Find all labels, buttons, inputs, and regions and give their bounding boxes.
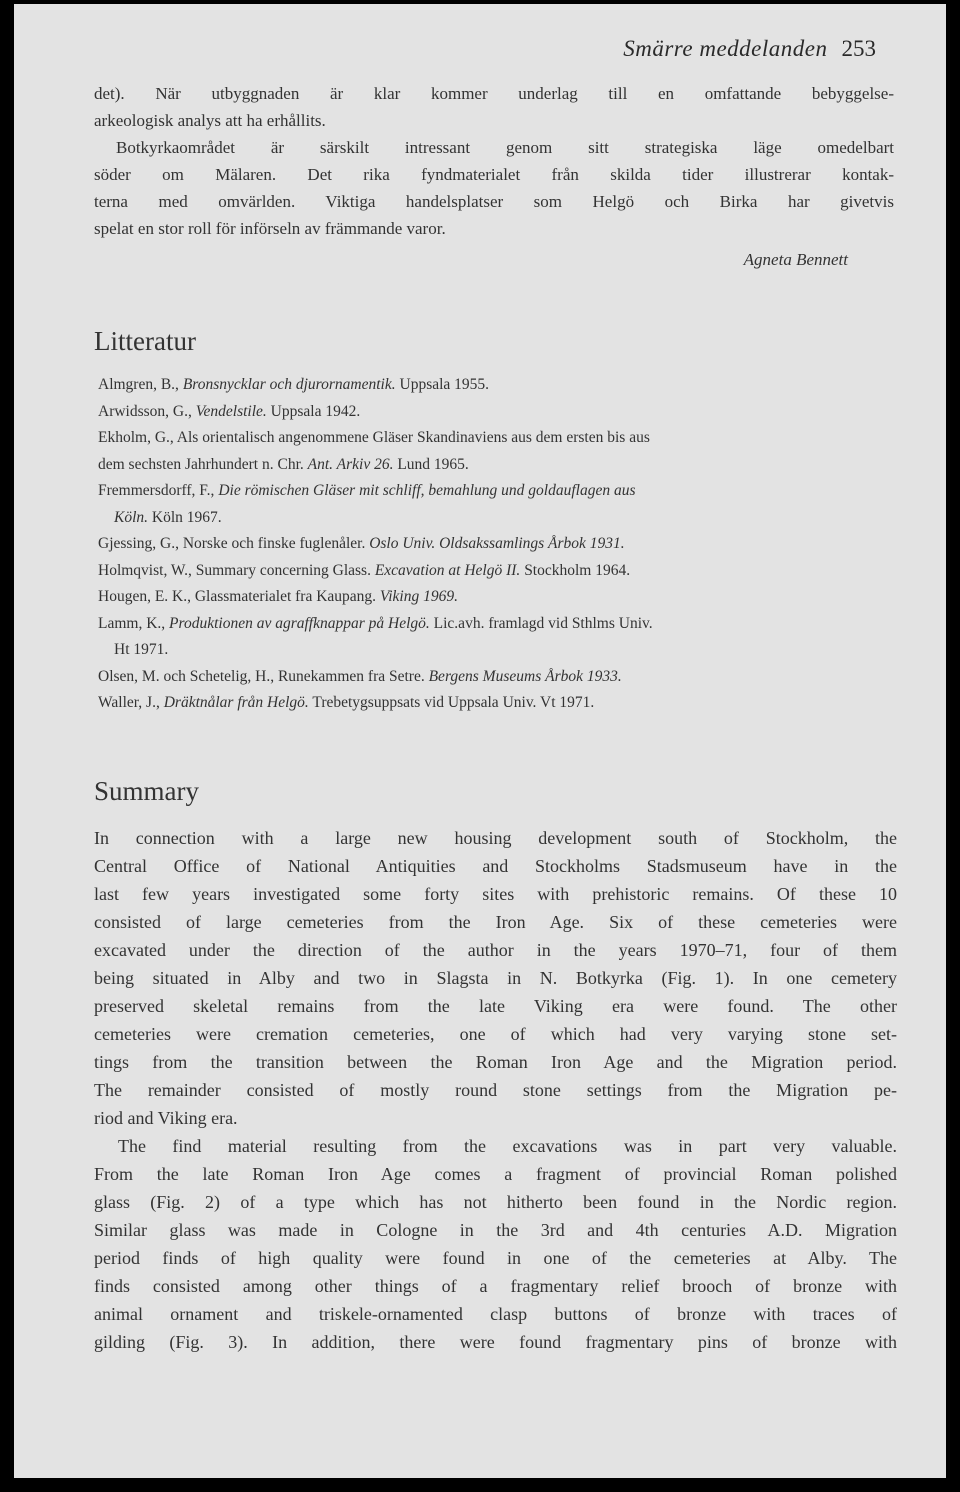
text-line: preserved skeletal remains from the late Viking era were found. The other: [94, 996, 897, 1016]
page-number: 253: [841, 36, 876, 61]
text-line: period finds of high quality were found in one of the cemeteries at Alby. The: [94, 1248, 897, 1268]
reference-item: Ekholm, G., Als orientalisch angenommene Gläser Skandinaviens aus dem ersten bis aus dem sechsten Jahrhundert n. Chr. Ant. Arkiv 26. Lund 1965.: [98, 429, 650, 473]
reference-list: [98, 372, 898, 717]
text-line: Botkyrkaområdet är särskilt intressant genom sitt strategiska läge omedelbart: [116, 138, 894, 157]
reference-item: Waller, J., Dräktnålar från Helgö. Trebetygsuppsats vid Uppsala Univ. Vt 1971.: [98, 694, 595, 711]
reference-item: Arwidsson, G., Vendelstile. Uppsala 1942.: [98, 402, 361, 420]
body-paragraph: [94, 134, 894, 242]
summary-paragraph: [94, 1132, 897, 1356]
document-page: [14, 4, 946, 1478]
text-line: riod and Viking era.: [94, 1108, 238, 1128]
text-line: det). När utbyggnaden är klar kommer underlag till en omfattande bebyggelse-: [94, 84, 894, 103]
author-signature: Agneta Bennett: [743, 250, 848, 269]
text-line: Similar glass was made in Cologne in the 3rd and 4th centuries A.D. Migration: [94, 1220, 897, 1240]
text-line: tings from the transition between the Roman Iron Age and the Migration period.: [94, 1052, 897, 1072]
text-line: last few years investigated some forty sites with prehistoric remains. Of these 10: [94, 884, 897, 904]
text-line: finds consisted among other things of a fragmentary relief brooch of bronze with: [94, 1276, 897, 1296]
section-heading-summary: Summary: [94, 776, 199, 806]
text-line: being situated in Alby and two in Slagsta in N. Botkyrka (Fig. 1). In one cemetery: [94, 968, 897, 988]
text-line: animal ornament and triskele-ornamented clasp buttons of bronze with traces of: [94, 1304, 897, 1324]
summary-paragraph: [94, 824, 897, 1132]
reference-item: Hougen, E. K., Glassmaterialet fra Kaupang. Viking 1969.: [98, 588, 458, 605]
text-line: arkeologisk analys att ha erhållits.: [94, 111, 326, 130]
text-line: consisted of large cemeteries from the Iron Age. Six of these cemeteries were: [94, 912, 897, 932]
reference-item: Olsen, M. och Schetelig, H., Runekammen fra Setre. Bergens Museums Årbok 1933.: [98, 667, 622, 685]
intro-paragraph: [94, 80, 894, 134]
text-line: From the late Roman Iron Age comes a fragment of provincial Roman polished: [94, 1164, 897, 1184]
text-line: glass (Fig. 2) of a type which has not hitherto been found in the Nordic region.: [94, 1192, 897, 1212]
text-line: In connection with a large new housing development south of Stockholm, the: [94, 828, 897, 848]
text-line: söder om Mälaren. Det rika fyndmaterialet från skilda tider illustrerar kontak-: [94, 165, 894, 184]
text-line: gilding (Fig. 3). In addition, there were found fragmentary pins of bronze with: [94, 1332, 897, 1352]
summary-text: [94, 824, 897, 1356]
text-line: cemeteries were cremation cemeteries, one of which had very varying stone set-: [94, 1024, 897, 1044]
text-line: The find material resulting from the excavations was in part very valuable.: [118, 1136, 897, 1156]
reference-item: Gjessing, G., Norske och finske fuglenåler. Oslo Univ. Oldsakssamlings Årbok 1931.: [98, 535, 625, 552]
text-line: terna med omvärlden. Viktiga handelsplatser som Helgö och Birka har givetvis: [94, 192, 894, 211]
text-line: The remainder consisted of mostly round stone settings from the Migration pe-: [94, 1080, 897, 1100]
reference-item: Holmqvist, W., Summary concerning Glass. Excavation at Helgö II. Stockholm 1964.: [98, 561, 631, 579]
section-heading-litteratur: Litteratur: [94, 326, 196, 356]
text-line: spelat en stor roll för införseln av främmande varor.: [94, 219, 446, 238]
reference-item: Almgren, B., Bronsnycklar och djurornamentik. Uppsala 1955.: [98, 376, 490, 393]
text-line: excavated under the direction of the author in the years 1970–71, four of them: [94, 940, 897, 960]
reference-item: Lamm, K., Produktionen av agraffknappar på Helgö. Lic.avh. framlagd vid Sthlms Univ. Ht 1971.: [98, 614, 653, 658]
reference-item: Fremmersdorff, F., Die römischen Gläser mit schliff, bemahlung und goldauflagen aus Köln. Köln 1967.: [98, 482, 636, 526]
text-line: Central Office of National Antiquities and Stockholms Stadsmuseum have in the: [94, 856, 897, 876]
running-header: [623, 36, 876, 62]
running-title: Smärre meddelanden: [623, 36, 828, 61]
